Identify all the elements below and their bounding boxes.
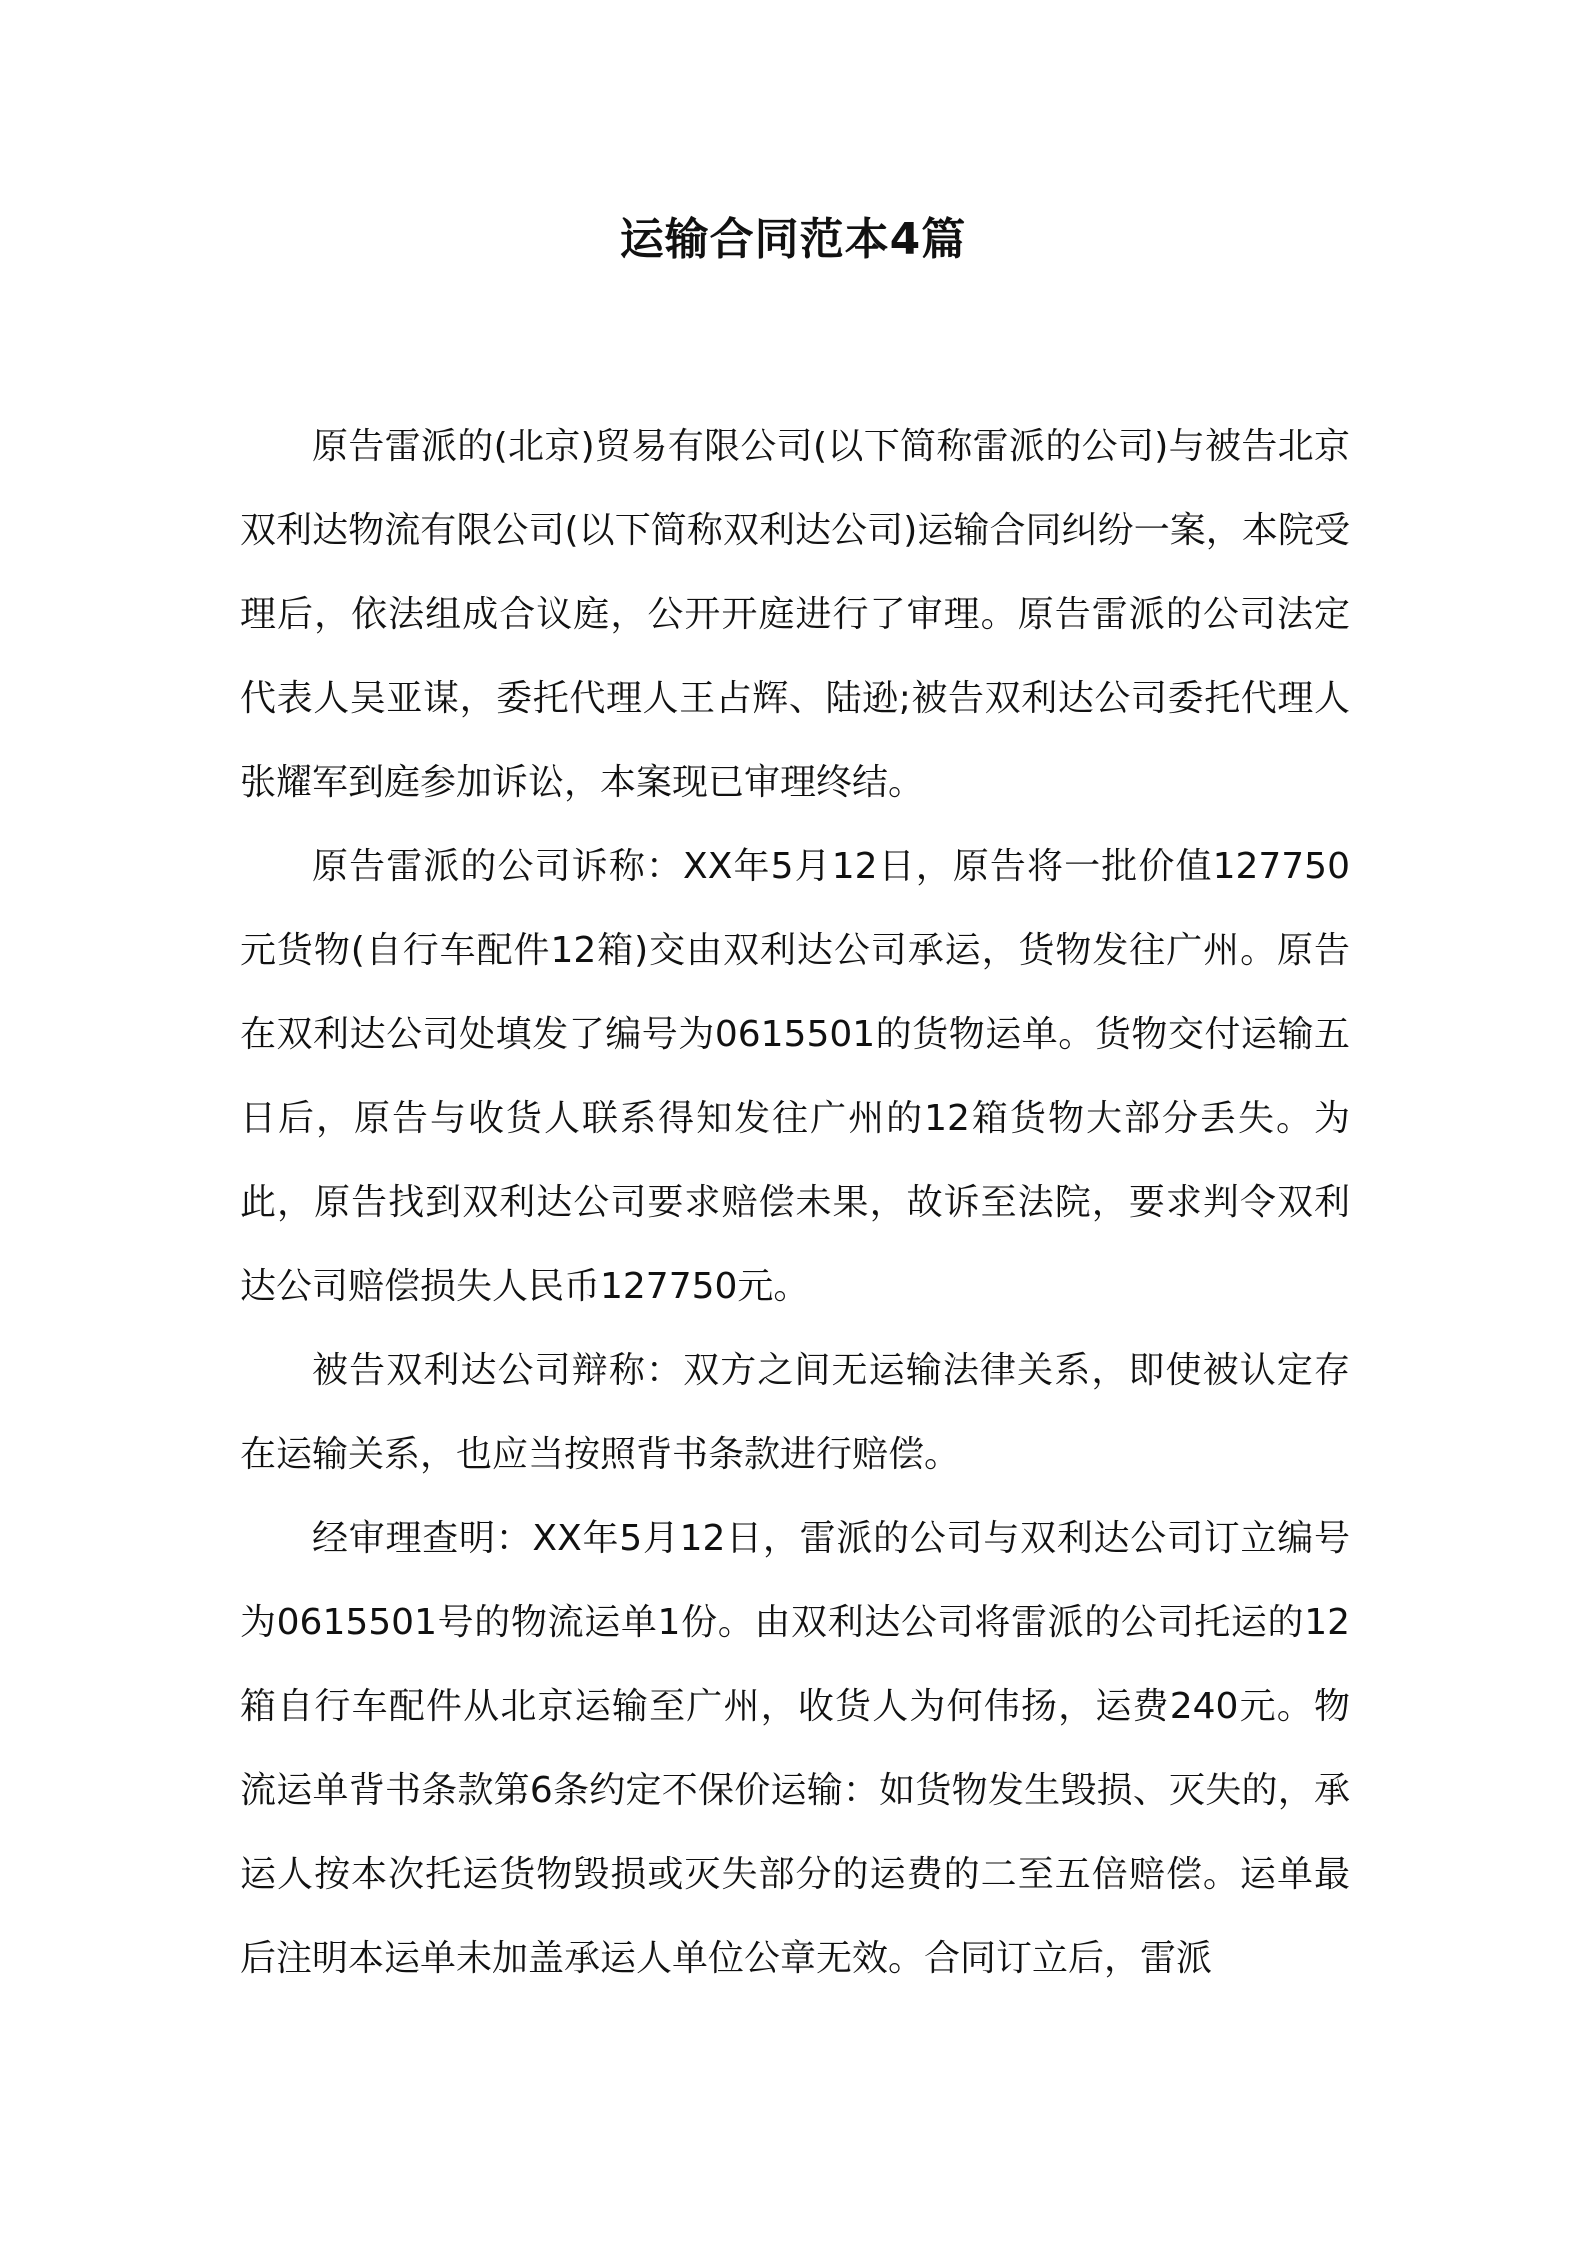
document-body	[240, 405, 1350, 2001]
paragraph-defendant-argument: 被告双利达公司辩称：双方之间无运输法律关系，即使被认定存在运输关系，也应当按照背书条款进行赔偿。	[240, 1350, 1350, 1475]
paragraph-complaint-intro: 原告雷派的(北京)贸易有限公司(以下简称雷派的公司)与被告北京双利达物流有限公司(以下简称双利达公司)运输合同纠纷一案，本院受理后，依法组成合议庭，公开开庭进行了审理。原告雷派的公司法定代表人吴亚谋，委托代理人王占辉、陆逊;被告双利达公司委托代理人张耀军到庭参加诉讼，本案现已审理终结。	[240, 426, 1350, 803]
paragraph-findings: 经审理查明：XX年5月12日，雷派的公司与双利达公司订立编号为0615501号的物流运单1份。由双利达公司将雷派的公司托运的12箱自行车配件从北京运输至广州，收货人为何伟扬，运费240元。物流运单背书条款第6条约定不保价运输：如货物发生毁损、灭失的，承运人按本次托运货物毁损或灭失部分的运费的二至五倍赔偿。运单最后注明本运单未加盖承运人单位公章无效。合同订立后，雷派	[240, 1518, 1350, 1979]
paragraph-plaintiff-claim: 原告雷派的公司诉称：XX年5月12日，原告将一批价值127750元货物(自行车配件12箱)交由双利达公司承运，货物发往广州。原告在双利达公司处填发了编号为0615501的货物运单。货物交付运输五日后，原告与收货人联系得知发往广州的12箱货物大部分丢失。为此，原告找到双利达公司要求赔偿未果，故诉至法院，要求判令双利达公司赔偿损失人民币127750元。	[240, 846, 1350, 1307]
document-title: 运输合同范本4篇	[619, 214, 967, 265]
